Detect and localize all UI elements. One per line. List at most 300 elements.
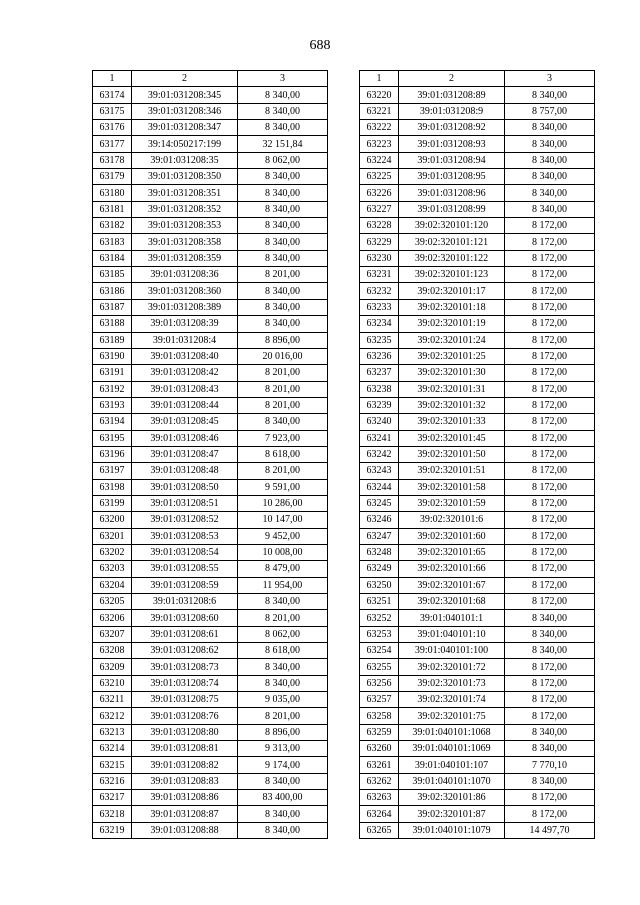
cadastral-number-cell: 39:01:031208:359 [132, 250, 238, 266]
row-number-cell: 63177 [93, 136, 132, 152]
table-row [93, 610, 328, 626]
cadastral-number-cell: 39:01:031208:81 [132, 741, 238, 757]
table-row [93, 724, 328, 740]
value-cell: 8 896,00 [238, 724, 328, 740]
row-number-cell: 63238 [360, 381, 399, 397]
header-cell: 2 [399, 71, 505, 87]
table-row [360, 267, 595, 283]
table-row [93, 152, 328, 168]
value-cell: 8 172,00 [505, 692, 595, 708]
value-cell: 8 172,00 [505, 332, 595, 348]
row-number-cell: 63261 [360, 757, 399, 773]
cadastral-number-cell: 39:01:031208:61 [132, 626, 238, 642]
cadastral-number-cell: 39:01:031208:360 [132, 283, 238, 299]
row-number-cell: 63183 [93, 234, 132, 250]
cadastral-number-cell: 39:02:320101:51 [399, 463, 505, 479]
value-cell: 8 340,00 [238, 659, 328, 675]
table-row [93, 512, 328, 528]
value-cell: 8 340,00 [238, 169, 328, 185]
value-cell: 8 340,00 [505, 136, 595, 152]
cadastral-number-cell: 39:02:320101:68 [399, 594, 505, 610]
cadastral-number-cell: 39:02:320101:66 [399, 561, 505, 577]
row-number-cell: 63263 [360, 790, 399, 806]
table-row [360, 790, 595, 806]
table-row [360, 708, 595, 724]
table-row [93, 218, 328, 234]
header-row [360, 71, 595, 87]
value-cell: 10 286,00 [238, 495, 328, 511]
value-cell: 8 340,00 [238, 185, 328, 201]
cadastral-number-cell: 39:02:320101:58 [399, 479, 505, 495]
right-table [359, 70, 595, 839]
table-row [93, 773, 328, 789]
table-row [360, 544, 595, 560]
table-row [93, 479, 328, 495]
table-row [93, 250, 328, 266]
table-row [360, 724, 595, 740]
value-cell: 8 201,00 [238, 381, 328, 397]
value-cell: 8 172,00 [505, 806, 595, 822]
table-row [93, 675, 328, 691]
table-row [360, 381, 595, 397]
row-number-cell: 63230 [360, 250, 399, 266]
row-number-cell: 63236 [360, 348, 399, 364]
value-cell: 8 340,00 [505, 87, 595, 103]
header-cell: 2 [132, 71, 238, 87]
table-row [93, 299, 328, 315]
table-row [360, 250, 595, 266]
value-cell: 8 172,00 [505, 283, 595, 299]
table-row [360, 512, 595, 528]
row-number-cell: 63223 [360, 136, 399, 152]
cadastral-number-cell: 39:02:320101:67 [399, 577, 505, 593]
value-cell: 8 340,00 [238, 120, 328, 136]
table-row [360, 479, 595, 495]
table-row [360, 643, 595, 659]
cadastral-number-cell: 39:01:031208:74 [132, 675, 238, 691]
row-number-cell: 63181 [93, 201, 132, 217]
value-cell: 8 201,00 [238, 365, 328, 381]
table-row [360, 365, 595, 381]
row-number-cell: 63178 [93, 152, 132, 168]
row-number-cell: 63205 [93, 594, 132, 610]
table-row [93, 348, 328, 364]
cadastral-number-cell: 39:01:040101:1069 [399, 741, 505, 757]
cadastral-number-cell: 39:01:031208:76 [132, 708, 238, 724]
cadastral-number-cell: 39:01:040101:1 [399, 610, 505, 626]
cadastral-number-cell: 39:01:031208:46 [132, 430, 238, 446]
row-number-cell: 63204 [93, 577, 132, 593]
row-number-cell: 63210 [93, 675, 132, 691]
cadastral-number-cell: 39:01:031208:50 [132, 479, 238, 495]
cadastral-number-cell: 39:02:320101:19 [399, 316, 505, 332]
row-number-cell: 63195 [93, 430, 132, 446]
table-row [93, 446, 328, 462]
cadastral-number-cell: 39:02:320101:50 [399, 446, 505, 462]
row-number-cell: 63244 [360, 479, 399, 495]
value-cell: 8 201,00 [238, 610, 328, 626]
row-number-cell: 63262 [360, 773, 399, 789]
value-cell: 11 954,00 [238, 577, 328, 593]
table-row [360, 757, 595, 773]
value-cell: 8 172,00 [505, 561, 595, 577]
value-cell: 8 172,00 [505, 659, 595, 675]
table-row [93, 643, 328, 659]
cadastral-number-cell: 39:02:320101:74 [399, 692, 505, 708]
row-number-cell: 63252 [360, 610, 399, 626]
row-number-cell: 63247 [360, 528, 399, 544]
cadastral-number-cell: 39:02:320101:18 [399, 299, 505, 315]
value-cell: 8 340,00 [238, 675, 328, 691]
row-number-cell: 63235 [360, 332, 399, 348]
row-number-cell: 63232 [360, 283, 399, 299]
cadastral-number-cell: 39:01:040101:107 [399, 757, 505, 773]
cadastral-number-cell: 39:01:031208:82 [132, 757, 238, 773]
row-number-cell: 63253 [360, 626, 399, 642]
value-cell: 8 340,00 [505, 643, 595, 659]
cadastral-number-cell: 39:01:040101:1079 [399, 822, 505, 838]
value-cell: 8 340,00 [238, 316, 328, 332]
value-cell: 8 340,00 [238, 250, 328, 266]
row-number-cell: 63213 [93, 724, 132, 740]
row-number-cell: 63239 [360, 397, 399, 413]
value-cell: 9 591,00 [238, 479, 328, 495]
cadastral-number-cell: 39:01:031208:83 [132, 773, 238, 789]
header-cell: 1 [360, 71, 399, 87]
cadastral-number-cell: 39:02:320101:120 [399, 218, 505, 234]
row-number-cell: 63226 [360, 185, 399, 201]
table-row [93, 365, 328, 381]
cadastral-number-cell: 39:01:031208:6 [132, 594, 238, 610]
table-row [93, 414, 328, 430]
table-row [93, 528, 328, 544]
cadastral-number-cell: 39:01:031208:96 [399, 185, 505, 201]
value-cell: 83 400,00 [238, 790, 328, 806]
table-row [360, 463, 595, 479]
cadastral-number-cell: 39:01:031208:87 [132, 806, 238, 822]
table-row [93, 234, 328, 250]
value-cell: 8 896,00 [238, 332, 328, 348]
cadastral-number-cell: 39:14:050217:199 [132, 136, 238, 152]
cadastral-number-cell: 39:02:320101:72 [399, 659, 505, 675]
table-row [360, 822, 595, 838]
table-row [93, 87, 328, 103]
table-row [360, 218, 595, 234]
table-row [360, 806, 595, 822]
cadastral-number-cell: 39:01:031208:55 [132, 561, 238, 577]
row-number-cell: 63215 [93, 757, 132, 773]
table-row [360, 152, 595, 168]
cadastral-number-cell: 39:01:031208:9 [399, 103, 505, 119]
value-cell: 8 340,00 [238, 234, 328, 250]
table-row [93, 708, 328, 724]
cadastral-number-cell: 39:01:040101:100 [399, 643, 505, 659]
value-cell: 8 340,00 [238, 773, 328, 789]
cadastral-number-cell: 39:01:031208:92 [399, 120, 505, 136]
row-number-cell: 63224 [360, 152, 399, 168]
table-row [93, 659, 328, 675]
value-cell: 8 172,00 [505, 365, 595, 381]
value-cell: 8 172,00 [505, 218, 595, 234]
value-cell: 8 172,00 [505, 430, 595, 446]
value-cell: 9 313,00 [238, 741, 328, 757]
row-number-cell: 63202 [93, 544, 132, 560]
row-number-cell: 63203 [93, 561, 132, 577]
value-cell: 8 172,00 [505, 299, 595, 315]
table-row [93, 316, 328, 332]
table-row [93, 822, 328, 838]
cadastral-number-cell: 39:02:320101:86 [399, 790, 505, 806]
cadastral-number-cell: 39:01:040101:10 [399, 626, 505, 642]
table-row [93, 790, 328, 806]
value-cell: 8 340,00 [505, 185, 595, 201]
cadastral-number-cell: 39:01:040101:1070 [399, 773, 505, 789]
row-number-cell: 63255 [360, 659, 399, 675]
row-number-cell: 63180 [93, 185, 132, 201]
cadastral-number-cell: 39:01:031208:358 [132, 234, 238, 250]
row-number-cell: 63242 [360, 446, 399, 462]
row-number-cell: 63176 [93, 120, 132, 136]
row-number-cell: 63257 [360, 692, 399, 708]
table-row [360, 414, 595, 430]
value-cell: 8 201,00 [238, 708, 328, 724]
value-cell: 8 172,00 [505, 708, 595, 724]
cadastral-number-cell: 39:02:320101:45 [399, 430, 505, 446]
value-cell: 8 340,00 [505, 120, 595, 136]
value-cell: 8 618,00 [238, 446, 328, 462]
row-number-cell: 63222 [360, 120, 399, 136]
cadastral-number-cell: 39:01:031208:346 [132, 103, 238, 119]
cadastral-number-cell: 39:02:320101:75 [399, 708, 505, 724]
table-row [360, 626, 595, 642]
value-cell: 8 172,00 [505, 479, 595, 495]
cadastral-number-cell: 39:01:031208:80 [132, 724, 238, 740]
table-row [360, 528, 595, 544]
table-row [93, 267, 328, 283]
row-number-cell: 63197 [93, 463, 132, 479]
row-number-cell: 63260 [360, 741, 399, 757]
row-number-cell: 63218 [93, 806, 132, 822]
value-cell: 8 340,00 [505, 201, 595, 217]
cadastral-number-cell: 39:01:031208:86 [132, 790, 238, 806]
row-number-cell: 63199 [93, 495, 132, 511]
table-row [93, 544, 328, 560]
row-number-cell: 63229 [360, 234, 399, 250]
table-row [360, 316, 595, 332]
value-cell: 8 172,00 [505, 267, 595, 283]
row-number-cell: 63214 [93, 741, 132, 757]
cadastral-number-cell: 39:01:031208:36 [132, 267, 238, 283]
row-number-cell: 63191 [93, 365, 132, 381]
row-number-cell: 63219 [93, 822, 132, 838]
table-row [360, 299, 595, 315]
cadastral-number-cell: 39:02:320101:31 [399, 381, 505, 397]
row-number-cell: 63241 [360, 430, 399, 446]
row-number-cell: 63200 [93, 512, 132, 528]
cadastral-number-cell: 39:01:031208:353 [132, 218, 238, 234]
value-cell: 7 770,10 [505, 757, 595, 773]
cadastral-number-cell: 39:01:031208:389 [132, 299, 238, 315]
table-row [93, 594, 328, 610]
cadastral-number-cell: 39:02:320101:30 [399, 365, 505, 381]
value-cell: 8 172,00 [505, 381, 595, 397]
row-number-cell: 63225 [360, 169, 399, 185]
value-cell: 8 172,00 [505, 348, 595, 364]
value-cell: 8 757,00 [505, 103, 595, 119]
row-number-cell: 63265 [360, 822, 399, 838]
value-cell: 8 172,00 [505, 528, 595, 544]
value-cell: 8 340,00 [505, 610, 595, 626]
row-number-cell: 63208 [93, 643, 132, 659]
row-number-cell: 63209 [93, 659, 132, 675]
table-row [93, 741, 328, 757]
table-row [360, 283, 595, 299]
value-cell: 10 147,00 [238, 512, 328, 528]
value-cell: 8 172,00 [505, 790, 595, 806]
value-cell: 8 340,00 [238, 822, 328, 838]
table-row [360, 348, 595, 364]
cadastral-number-cell: 39:01:031208:47 [132, 446, 238, 462]
cadastral-number-cell: 39:01:031208:99 [399, 201, 505, 217]
row-number-cell: 63245 [360, 495, 399, 511]
cadastral-number-cell: 39:01:031208:347 [132, 120, 238, 136]
table-row [93, 806, 328, 822]
cadastral-number-cell: 39:01:031208:350 [132, 169, 238, 185]
table-row [360, 577, 595, 593]
table-row [360, 87, 595, 103]
table-row [360, 120, 595, 136]
table-row [360, 773, 595, 789]
row-number-cell: 63184 [93, 250, 132, 266]
value-cell: 8 201,00 [238, 463, 328, 479]
row-number-cell: 63189 [93, 332, 132, 348]
row-number-cell: 63187 [93, 299, 132, 315]
table-row [93, 283, 328, 299]
value-cell: 8 340,00 [238, 594, 328, 610]
table-row [360, 332, 595, 348]
table-row [93, 577, 328, 593]
value-cell: 9 174,00 [238, 757, 328, 773]
row-number-cell: 63217 [93, 790, 132, 806]
table-row [360, 136, 595, 152]
value-cell: 8 340,00 [238, 87, 328, 103]
table-row [93, 463, 328, 479]
row-number-cell: 63240 [360, 414, 399, 430]
row-number-cell: 63234 [360, 316, 399, 332]
row-number-cell: 63190 [93, 348, 132, 364]
cadastral-number-cell: 39:01:031208:345 [132, 87, 238, 103]
row-number-cell: 63248 [360, 544, 399, 560]
row-number-cell: 63220 [360, 87, 399, 103]
row-number-cell: 63216 [93, 773, 132, 789]
value-cell: 10 008,00 [238, 544, 328, 560]
cadastral-number-cell: 39:02:320101:17 [399, 283, 505, 299]
table-row [93, 495, 328, 511]
row-number-cell: 63175 [93, 103, 132, 119]
value-cell: 8 172,00 [505, 544, 595, 560]
row-number-cell: 63221 [360, 103, 399, 119]
table-row [360, 675, 595, 691]
cadastral-number-cell: 39:01:031208:88 [132, 822, 238, 838]
value-cell: 8 340,00 [238, 299, 328, 315]
value-cell: 8 340,00 [238, 103, 328, 119]
row-number-cell: 63211 [93, 692, 132, 708]
cadastral-number-cell: 39:01:031208:48 [132, 463, 238, 479]
value-cell: 8 172,00 [505, 675, 595, 691]
table-row [93, 332, 328, 348]
row-number-cell: 63212 [93, 708, 132, 724]
row-number-cell: 63256 [360, 675, 399, 691]
cadastral-number-cell: 39:01:031208:94 [399, 152, 505, 168]
row-number-cell: 63193 [93, 397, 132, 413]
value-cell: 8 340,00 [505, 724, 595, 740]
value-cell: 8 172,00 [505, 577, 595, 593]
row-number-cell: 63188 [93, 316, 132, 332]
table-row [93, 201, 328, 217]
cadastral-number-cell: 39:01:031208:39 [132, 316, 238, 332]
value-cell: 8 062,00 [238, 152, 328, 168]
value-cell: 8 340,00 [238, 218, 328, 234]
value-cell: 8 172,00 [505, 414, 595, 430]
table-row [360, 659, 595, 675]
row-number-cell: 63243 [360, 463, 399, 479]
row-number-cell: 63251 [360, 594, 399, 610]
cadastral-number-cell: 39:01:031208:45 [132, 414, 238, 430]
cadastral-number-cell: 39:02:320101:33 [399, 414, 505, 430]
cadastral-number-cell: 39:01:031208:40 [132, 348, 238, 364]
value-cell: 8 201,00 [238, 267, 328, 283]
table-row [360, 446, 595, 462]
value-cell: 8 172,00 [505, 463, 595, 479]
cadastral-number-cell: 39:01:040101:1068 [399, 724, 505, 740]
cadastral-number-cell: 39:01:031208:54 [132, 544, 238, 560]
header-cell: 3 [505, 71, 595, 87]
cadastral-number-cell: 39:01:031208:93 [399, 136, 505, 152]
cadastral-number-cell: 39:01:031208:73 [132, 659, 238, 675]
row-number-cell: 63259 [360, 724, 399, 740]
table-row [360, 610, 595, 626]
table-row [360, 185, 595, 201]
cadastral-number-cell: 39:02:320101:87 [399, 806, 505, 822]
cadastral-number-cell: 39:01:031208:89 [399, 87, 505, 103]
table-row [360, 594, 595, 610]
value-cell: 8 172,00 [505, 594, 595, 610]
cadastral-number-cell: 39:01:031208:52 [132, 512, 238, 528]
row-number-cell: 63254 [360, 643, 399, 659]
value-cell: 8 340,00 [505, 773, 595, 789]
cadastral-number-cell: 39:01:031208:95 [399, 169, 505, 185]
cadastral-number-cell: 39:02:320101:25 [399, 348, 505, 364]
page-number: 688 [309, 38, 331, 53]
value-cell: 14 497,70 [505, 822, 595, 838]
cadastral-number-cell: 39:01:031208:44 [132, 397, 238, 413]
value-cell: 8 618,00 [238, 643, 328, 659]
row-number-cell: 63207 [93, 626, 132, 642]
table-row [360, 103, 595, 119]
value-cell: 8 172,00 [505, 234, 595, 250]
table-row [93, 185, 328, 201]
row-number-cell: 63250 [360, 577, 399, 593]
row-number-cell: 63264 [360, 806, 399, 822]
row-number-cell: 63174 [93, 87, 132, 103]
row-number-cell: 63182 [93, 218, 132, 234]
value-cell: 8 172,00 [505, 495, 595, 511]
table-row [360, 234, 595, 250]
table-row [93, 120, 328, 136]
value-cell: 9 035,00 [238, 692, 328, 708]
row-number-cell: 63196 [93, 446, 132, 462]
table-row [93, 430, 328, 446]
